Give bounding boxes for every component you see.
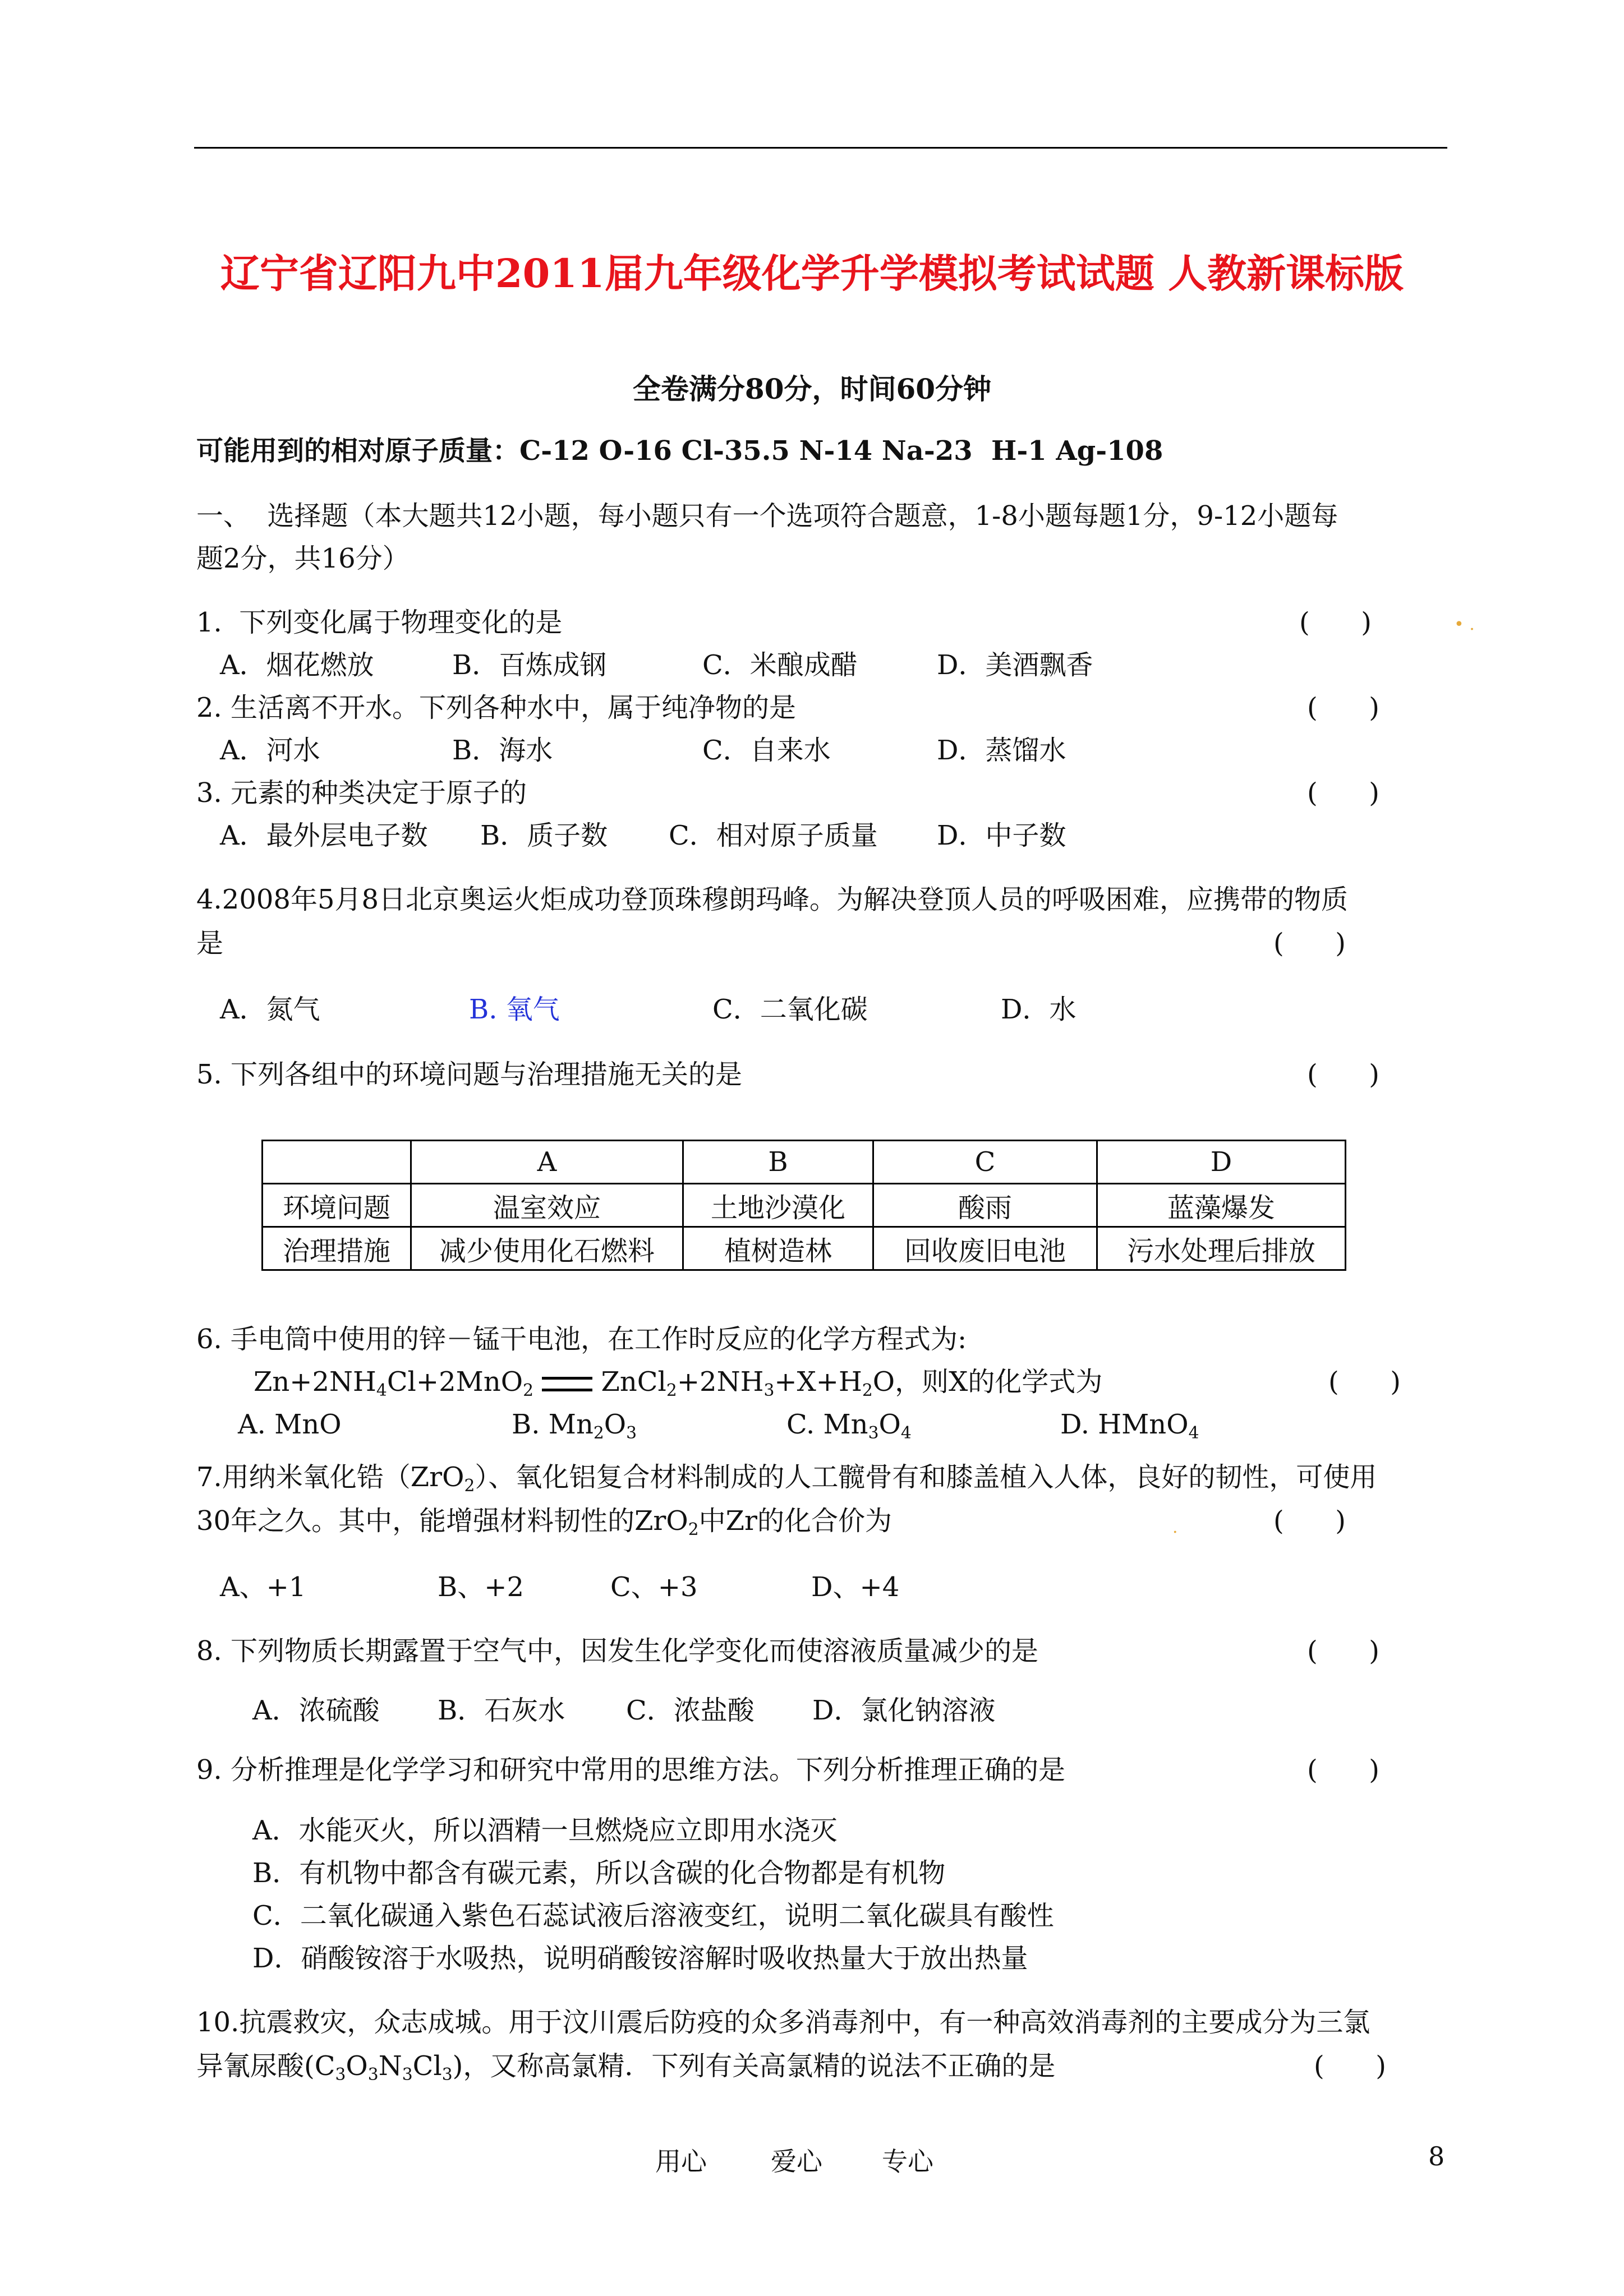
q6-bracket: ( ) — [1328, 1366, 1401, 1398]
header-rule — [194, 147, 1447, 149]
q1-option-b: B．百炼成钢 — [452, 649, 607, 681]
table-header-cell — [263, 1141, 411, 1184]
q6-equation: $Zn+2NH_4Cl+2MnO_2$ $ZnCl_2+2NH_3+X+H_2O$，则X的化学式为 — [254, 1366, 1103, 1400]
q9-option-c: C．二氧化碳通入紫色石蕊试液后溶液变红，说明二氧化碳具有酸性 — [252, 1900, 1054, 1931]
table-cell: 环境问题 — [263, 1184, 411, 1227]
q7-option-d: D、+4 — [811, 1571, 900, 1603]
table-cell: 蓝藻爆发 — [1097, 1184, 1346, 1227]
q7-option-b: B、+2 — [438, 1571, 525, 1603]
q6-stem: 6. 手电筒中使用的锌－锰干电池，在工作时反应的化学方程式为: — [196, 1324, 967, 1355]
table-cell: 回收废旧电池 — [873, 1227, 1097, 1270]
q4-option-a: A．氮气 — [220, 994, 320, 1025]
atomic-masses: 可能用到的相对原子质量：C-12 O-16 Cl-35.5 N-14 Na-23 H-1 Ag-108 — [196, 435, 1163, 467]
q3-option-d: D．中子数 — [937, 820, 1066, 851]
q7-option-c: C、+3 — [610, 1571, 698, 1603]
table-header-cell: B — [683, 1141, 873, 1184]
q8-bracket: ( ) — [1307, 1635, 1379, 1667]
q6-option-c: C. $Mn_3O_4$ — [786, 1409, 912, 1443]
table-cell: 植树造林 — [683, 1227, 873, 1270]
table-cell: 土地沙漠化 — [683, 1184, 873, 1227]
q5-stem: 5. 下列各组中的环境问题与治理措施无关的是 — [196, 1059, 743, 1090]
q4-stem-line1: 4.2008年5月8日北京奥运火炬成功登顶珠穆朗玛峰。为解决登顶人员的呼吸困难，应携带的物质 — [196, 884, 1349, 915]
table-header-cell: C — [873, 1141, 1097, 1184]
table-cell: 减少使用化石燃料 — [411, 1227, 683, 1270]
table-cell: 治理措施 — [263, 1227, 411, 1270]
q2-option-c: C．自来水 — [702, 735, 831, 766]
table-row — [263, 1227, 1346, 1270]
q7-stem-line2: 30年之久。其中，能增强材料韧性的ZrO$_2$中Zr的化合价为 — [196, 1505, 892, 1539]
table-header-row — [263, 1141, 1346, 1184]
q1-option-d: D．美酒飘香 — [937, 649, 1093, 681]
q4-option-c: C．二氧化碳 — [712, 994, 868, 1025]
q6-option-d: D. HMnO$_4$ — [1060, 1409, 1199, 1443]
table-cell: 温室效应 — [411, 1184, 683, 1227]
q2-option-a: A．河水 — [220, 735, 320, 766]
q2-stem: 2. 生活离不开水。下列各种水中，属于纯净物的是 — [196, 692, 797, 723]
q3-option-b: B．质子数 — [480, 820, 608, 851]
q4-option-d: D．水 — [1001, 994, 1076, 1025]
q3-option-a: A．最外层电子数 — [220, 820, 428, 851]
q2-option-d: D．蒸馏水 — [937, 735, 1066, 766]
q9-option-b: B．有机物中都含有碳元素，所以含碳的化合物都是有机物 — [252, 1857, 946, 1889]
q8-option-c: C．浓盐酸 — [626, 1695, 755, 1726]
q1-bracket: ( ) — [1299, 607, 1372, 638]
table-cell: 酸雨 — [873, 1184, 1097, 1227]
q4-bracket: ( ) — [1273, 928, 1346, 959]
q10-stem-line2: 异氰尿酸$(C_3O_3N_3Cl_3)$，又称高氯精．下列有关高氯精的说法不正确的是 — [196, 2050, 1056, 2085]
q4-stem-line2: 是 — [196, 928, 224, 959]
table-row — [263, 1184, 1346, 1227]
footer-word-1: 用心 — [655, 2146, 707, 2177]
table-header-cell: A — [411, 1141, 683, 1184]
q1-option-a: A．烟花燃放 — [220, 649, 374, 681]
q7-stem-line1: 7.用纳米氧化锆（ZrO$_2$）、氧化铝复合材料制成的人工髋骨有和膝盖植入人体，良好的韧性，可使用 — [196, 1461, 1377, 1496]
q3-bracket: ( ) — [1307, 777, 1379, 809]
q1-option-c: C．米酿成醋 — [702, 649, 858, 681]
q6-option-a: A. MnO — [238, 1409, 342, 1440]
q7-option-a: A、+1 — [220, 1571, 306, 1603]
q1-stem: 1. 下列变化属于物理变化的是 — [196, 607, 563, 638]
page-title: 辽宁省辽阳九中2011届九年级化学升学模拟考试试题 人教新课标版 — [220, 250, 1404, 297]
section-heading-line2: 题2分，共16分） — [196, 543, 410, 574]
table-cell: 污水处理后排放 — [1097, 1227, 1346, 1270]
page-number: 8 — [1428, 2141, 1445, 2171]
table-header-cell: D — [1097, 1141, 1346, 1184]
q8-stem: 8. 下列物质长期露置于空气中，因发生化学变化而使溶液质量减少的是 — [196, 1635, 1039, 1667]
q8-option-b: B．石灰水 — [438, 1695, 565, 1726]
footer-word-3: 专心 — [882, 2146, 933, 2177]
environment-table — [261, 1140, 1346, 1271]
stray-dot: . — [1172, 1518, 1178, 1537]
stray-dots: • . — [1454, 615, 1475, 634]
q6-equation-tail: ，则X的化学式为 — [895, 1366, 1103, 1398]
q4-option-b: B. 氧气 — [469, 994, 560, 1025]
exam-info: 全卷满分80分，时间60分钟 — [632, 372, 992, 405]
q3-option-c: C．相对原子质量 — [669, 820, 878, 851]
q10-bracket: ( ) — [1314, 2050, 1386, 2082]
q9-bracket: ( ) — [1307, 1754, 1379, 1786]
q3-stem: 3. 元素的种类决定于原子的 — [196, 777, 527, 809]
q8-option-a: A．浓硫酸 — [252, 1695, 380, 1726]
q5-bracket: ( ) — [1307, 1059, 1379, 1090]
q2-bracket: ( ) — [1307, 692, 1379, 723]
q2-option-b: B．海水 — [452, 735, 553, 766]
q7-bracket: ( ) — [1273, 1505, 1346, 1537]
q9-option-d: D．硝酸铵溶于水吸热，说明硝酸铵溶解时吸收热量大于放出热量 — [252, 1943, 1028, 1974]
footer-word-2: 爱心 — [771, 2146, 822, 2177]
section-heading-line1: 一、 选择题（本大题共12小题，每小题只有一个选项符合题意，1-8小题每题1分，9-12小题每 — [196, 500, 1338, 532]
q9-stem: 9. 分析推理是化学学习和研究中常用的思维方法。下列分析推理正确的是 — [196, 1754, 1066, 1786]
q6-option-b: B. $Mn_2O_3$ — [512, 1409, 637, 1443]
q8-option-d: D．氯化钠溶液 — [812, 1695, 996, 1726]
q10-stem-line1: 10.抗震救灾，众志成城。用于汶川震后防疫的众多消毒剂中，有一种高效消毒剂的主要成分为三氯 — [196, 2007, 1370, 2038]
q9-option-a: A．水能灭火，所以酒精一旦燃烧应立即用水浇灭 — [252, 1815, 838, 1846]
